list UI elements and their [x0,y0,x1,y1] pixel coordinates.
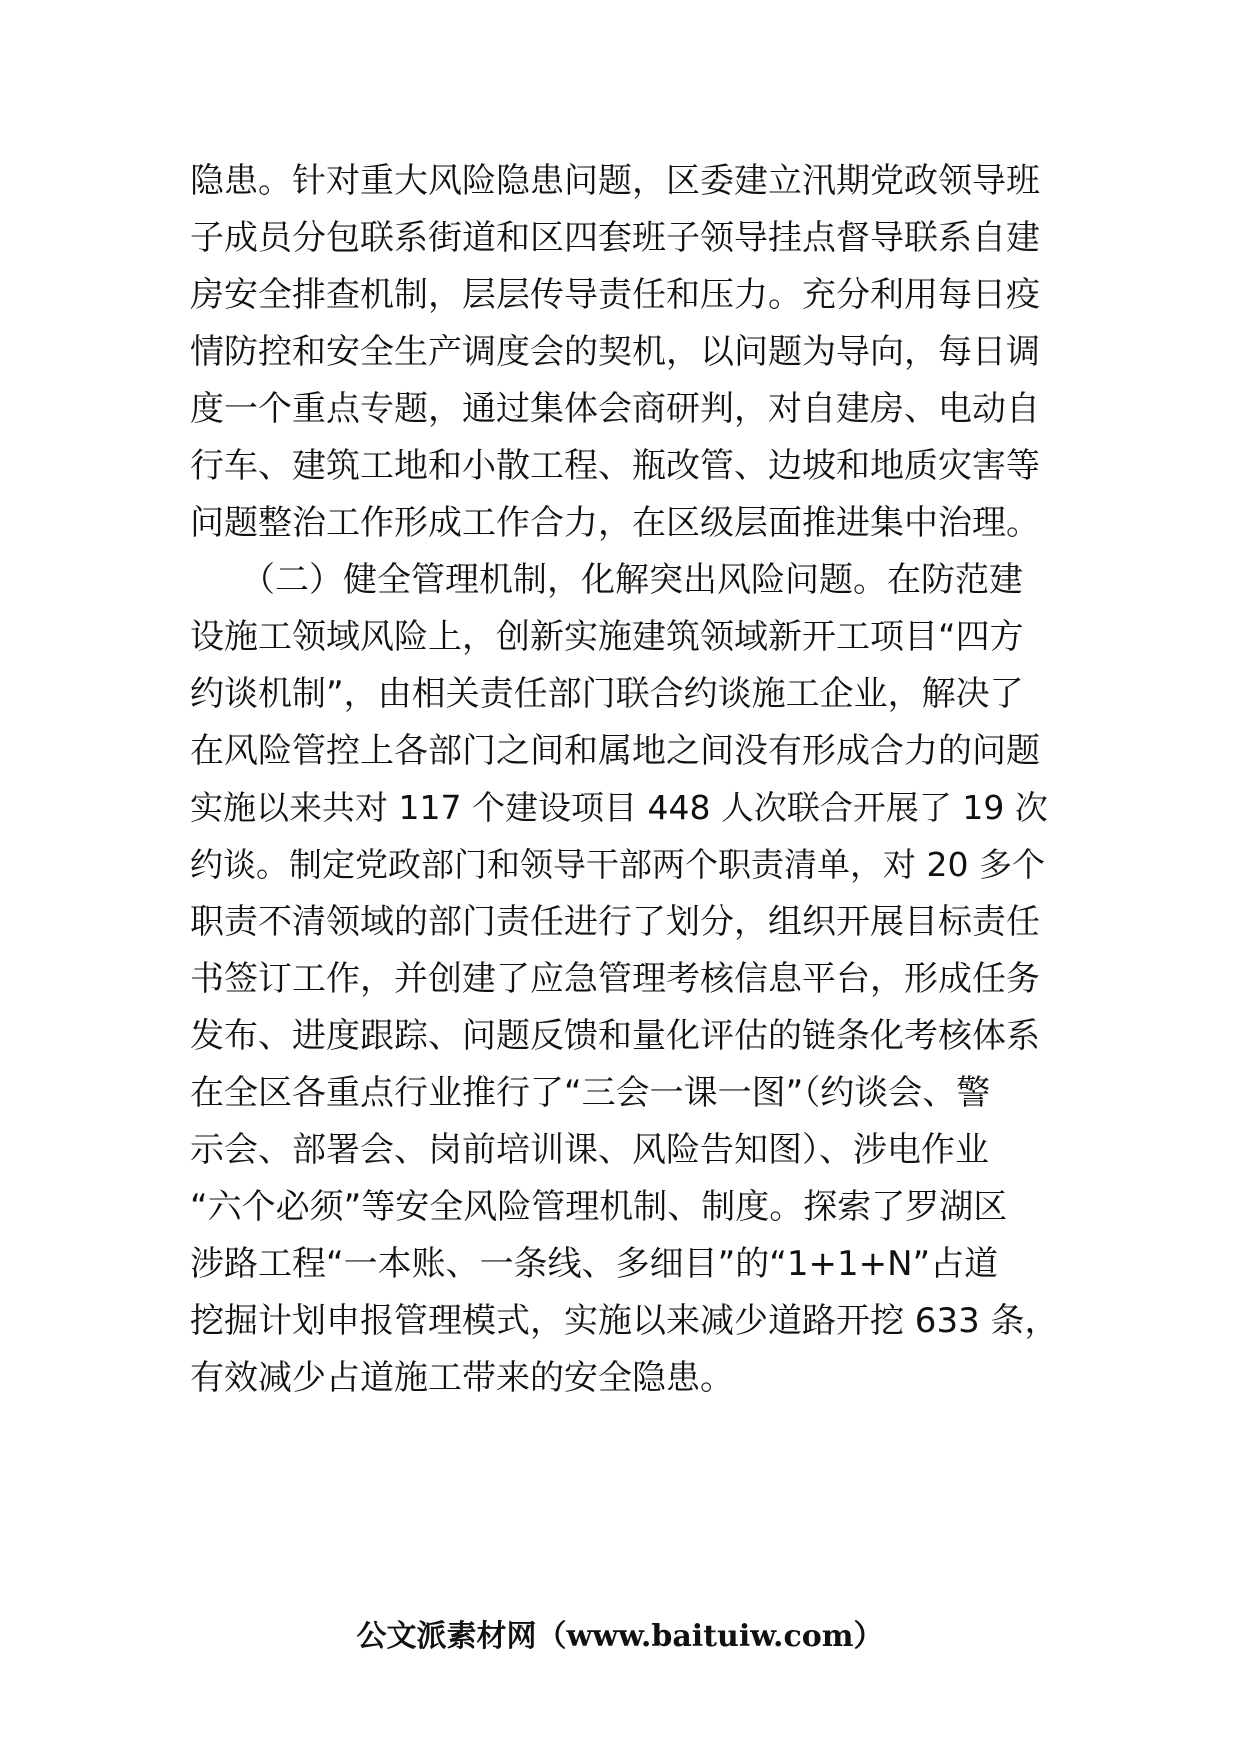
text-line: 隐患。针对重大风险隐患问题，区委建立汛期党政领导班 [190,161,1040,201]
text-line: 约谈机制”，由相关责任部门联合约谈施工企业，解决了 [190,674,1024,714]
text-line: 度一个重点专题，通过集体会商研判，对自建房、电动自 [190,389,1040,429]
text-line: 约谈。制定党政部门和领导干部两个职责清单，对 20 多个 [190,845,1045,884]
text-line: 子成员分包联系街道和区四套班子领导挂点督导联系自建 [190,218,1040,258]
text-line: 实施以来共对 117 个建设项目 448 人次联合开展了 19 次 [190,788,1048,827]
text-line: （二）健全管理机制，化解突出风险问题。在防范建 [190,560,1023,600]
text-line: 在风险管控上各部门之间和属地之间没有形成合力的问题 [190,731,1040,771]
text-line: 书签订工作，并创建了应急管理考核信息平台，形成任务 [190,959,1040,999]
text-line: 职责不清领域的部门责任进行了划分，组织开展目标责任 [190,902,1040,942]
text-line: 有效减少占道施工带来的安全隐患。 [190,1358,734,1398]
text-line: 挖掘计划申报管理模式，实施以来减少道路开挖 633 条， [190,1301,1059,1341]
text-line: 情防控和安全生产调度会的契机，以问题为导向，每日调 [190,332,1040,372]
text-line: 设施工领域风险上，创新实施建筑领域新开工项目“四方 [190,617,1024,657]
text-line: 问题整治工作形成工作合力，在区级层面推进集中治理。 [190,503,1040,543]
text-line: 涉路工程“一本账、一条线、多细目”的“1+1+N”占道 [190,1244,999,1284]
text-line: 发布、进度跟踪、问题反馈和量化评估的链条化考核体系 [190,1016,1040,1056]
footer-source: 公文派素材网（www.baituiw.com） [356,1619,884,1654]
text-line: 房安全排查机制，层层传导责任和压力。充分利用每日疫 [190,275,1040,315]
text-line: 行车、建筑工地和小散工程、瓶改管、边坡和地质灾害等 [190,446,1040,486]
text-line: “六个必须”等安全风险管理机制、制度。探索了罗湖区 [190,1187,1008,1227]
text-line: 在全区各重点行业推行了“三会一课一图”（约谈会、警 [190,1073,991,1113]
text-line: 示会、部署会、岗前培训课、风险告知图）、涉电作业 [190,1130,989,1170]
